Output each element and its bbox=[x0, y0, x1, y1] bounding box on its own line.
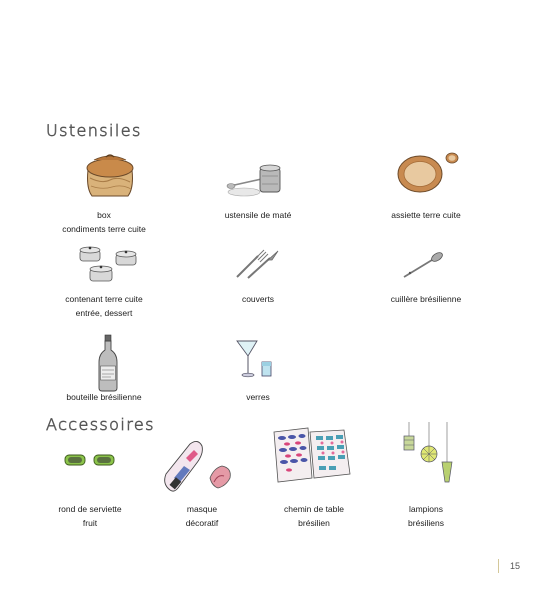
section-title-accessoires: Accessoires bbox=[46, 415, 155, 434]
spoon-icon bbox=[402, 250, 446, 280]
glasses-icon bbox=[234, 338, 276, 380]
label-mate-utensil: ustensile de maté bbox=[224, 210, 292, 220]
page-number: 15 bbox=[498, 559, 531, 573]
table-runner-icon bbox=[272, 426, 352, 486]
label-box: box condiments terre cuite bbox=[62, 210, 146, 234]
bottle-icon bbox=[96, 334, 120, 392]
cutlery-icon bbox=[234, 248, 280, 280]
label-bottle: bouteille brésilienne bbox=[66, 392, 142, 402]
label-glasses: verres bbox=[246, 392, 270, 402]
lanterns-icon bbox=[396, 422, 456, 488]
napkin-ring-icon bbox=[64, 452, 118, 468]
clay-plate-icon bbox=[396, 150, 462, 194]
label-mask: masque décoratif bbox=[185, 504, 219, 528]
label-napkin-ring: rond de serviette fruit bbox=[58, 504, 122, 528]
label-clay-plate: assiette terre cuite bbox=[391, 210, 461, 220]
mask-icon bbox=[160, 438, 242, 494]
mate-utensil-icon bbox=[226, 158, 288, 200]
label-table-runner: chemin de table brésilien bbox=[283, 504, 345, 528]
label-spoon: cuillère brésilienne bbox=[390, 294, 462, 304]
label-lanterns: lampions brésiliens bbox=[408, 504, 444, 528]
section-title-ustensiles: Ustensiles bbox=[46, 121, 142, 140]
label-cutlery: couverts bbox=[241, 294, 275, 304]
clay-box-icon bbox=[82, 148, 138, 200]
clay-pots-icon bbox=[74, 246, 140, 286]
label-clay-pots: contenant terre cuite entrée, dessert bbox=[65, 294, 143, 318]
